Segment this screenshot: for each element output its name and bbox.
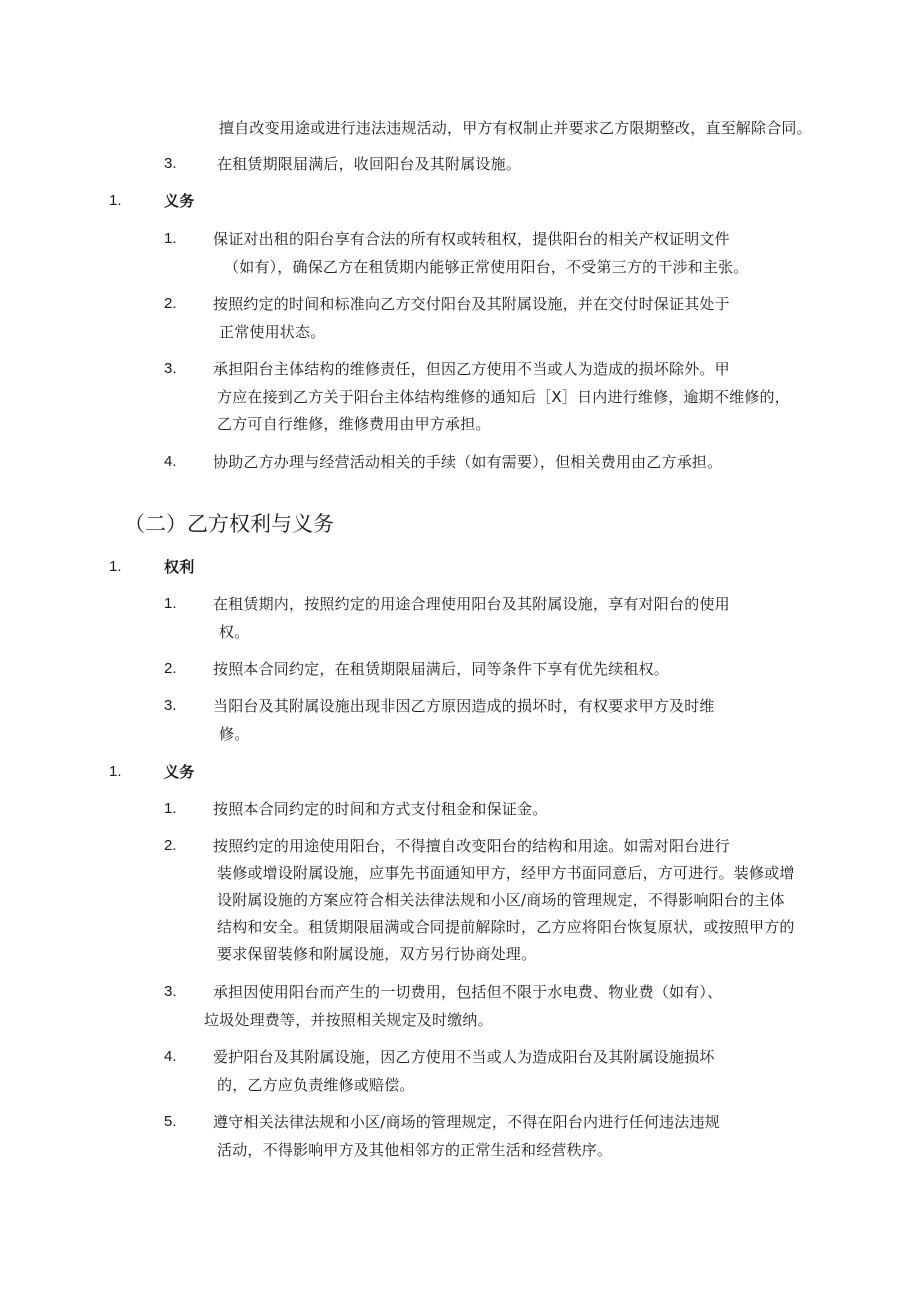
clause-number: 2.: [164, 660, 177, 677]
clause-text: 修。: [219, 725, 250, 743]
clause-text: （如有），确保乙方在租赁期内能够正常使用阳台，不受第三方的干涉和主张。: [224, 258, 749, 276]
clause-text: 乙方可自行维修，维修费用由甲方承担。: [217, 415, 491, 433]
clause-text: 在租赁期限届满后，收回阳台及其附属设施。: [217, 155, 522, 173]
clause-number: 3.: [164, 155, 177, 172]
clause-number: 3.: [164, 697, 177, 714]
subsection-number: 1.: [109, 763, 122, 780]
clause-number: 1.: [164, 595, 177, 612]
clause-number: 5.: [164, 1113, 177, 1130]
clause-text: 按照约定的时间和标准向乙方交付阳台及其附属设施，并在交付时保证其处于: [213, 295, 730, 313]
clause-number: 2.: [164, 295, 177, 312]
clause-number: 3.: [164, 983, 177, 1000]
clause-text: 保证对出租的阳台享有合法的所有权或转租权，提供阳台的相关产权证明文件: [213, 230, 730, 248]
clause-text: 正常使用状态。: [219, 323, 326, 341]
subsection-number: 1.: [109, 192, 122, 209]
clause-number: 2.: [164, 837, 177, 854]
clause-text: 按照本合同约定的时间和方式支付租金和保证金。: [213, 800, 548, 818]
clause-text: 遵守相关法律法规和小区/商场的管理规定，不得在阳台内进行任何违法违规: [213, 1113, 720, 1131]
clause-text: 方应在接到乙方关于阳台主体结构维修的通知后［X］日内进行维修，逾期不维修的，: [217, 388, 790, 406]
clause-text: 设附属设施的方案应符合相关法律法规和小区/商场的管理规定，不得影响阳台的主体: [217, 891, 785, 909]
clause-number: 4.: [164, 453, 177, 470]
clause-text: 当阳台及其附属设施出现非因乙方原因造成的损坏时，有权要求甲方及时维: [213, 697, 715, 715]
clause-text: 垃圾处理费等，并按照相关规定及时缴纳。: [204, 1011, 493, 1029]
clause-text: 承担因使用阳台而产生的一切费用，包括但不限于水电费、物业费（如有）、: [213, 983, 723, 1001]
clause-number: 4.: [164, 1048, 177, 1065]
clause-continuation: 擅自改变用途或进行违法违规活动，甲方有权制止并要求乙方限期整改，直至解除合同。: [219, 119, 812, 137]
clause-text: 活动，不得影响甲方及其他相邻方的正常生活和经营秩序。: [217, 1141, 613, 1159]
clause-text: 装修或增设附属设施，应事先书面通知甲方，经甲方书面同意后，方可进行。装修或增: [217, 864, 795, 882]
clause-text: 爱护阳台及其附属设施，因乙方使用不当或人为造成阳台及其附属设施损坏: [213, 1048, 715, 1066]
clause-text: 权。: [219, 623, 250, 641]
clause-text: 的，乙方应负责维修或赔偿。: [217, 1076, 415, 1094]
clause-text: 要求保留装修和附属设施，双方另行协商处理。: [217, 945, 537, 963]
clause-text: 承担阳台主体结构的维修责任，但因乙方使用不当或人为造成的损坏除外。甲: [213, 360, 730, 378]
clause-text: 在租赁期内，按照约定的用途合理使用阳台及其附属设施，享有对阳台的使用: [213, 595, 730, 613]
clause-number: 1.: [164, 230, 177, 247]
subsection-label: 义务: [164, 192, 195, 210]
section-heading: （二）乙方权利与义务: [124, 512, 334, 536]
clause-text: 按照约定的用途使用阳台，不得擅自改变阳台的结构和用途。如需对阳台进行: [213, 837, 730, 855]
subsection-label: 义务: [164, 763, 195, 781]
clause-number: 1.: [164, 800, 177, 817]
clause-text: 协助乙方办理与经营活动相关的手续（如有需要），但相关费用由乙方承担。: [213, 453, 723, 471]
subsection-label: 权利: [164, 558, 195, 576]
subsection-number: 1.: [109, 558, 122, 575]
clause-text: 按照本合同约定，在租赁期限届满后，同等条件下享有优先续租权。: [213, 660, 670, 678]
clause-number: 3.: [164, 360, 177, 377]
clause-text: 结构和安全。租赁期限届满或合同提前解除时，乙方应将阳台恢复原状，或按照甲方的: [217, 918, 795, 936]
